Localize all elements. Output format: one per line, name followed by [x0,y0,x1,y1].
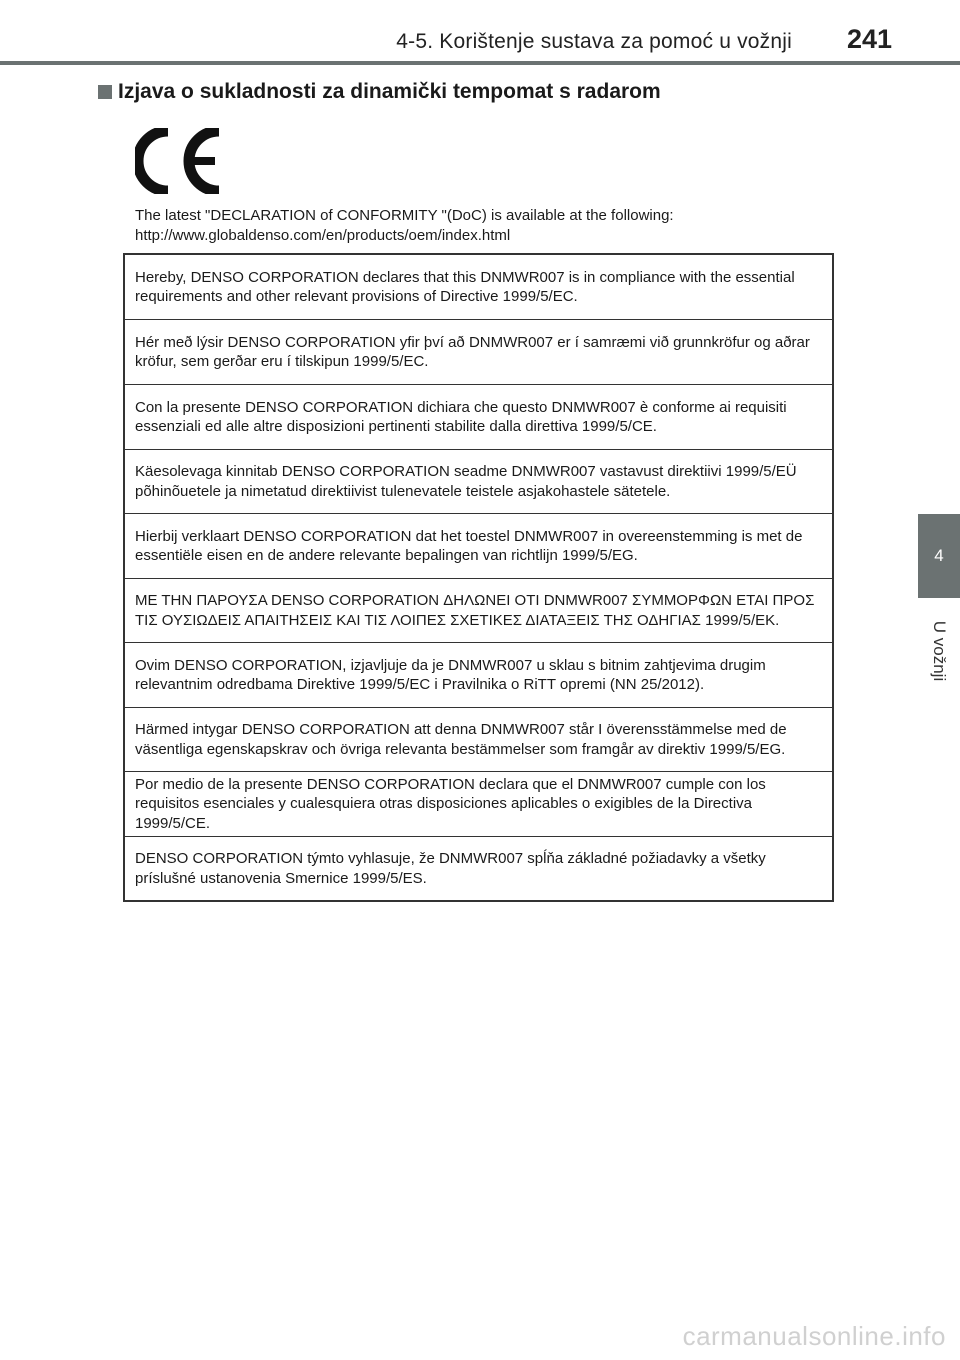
declaration-row-et [125,449,832,513]
page-header [0,0,960,62]
declaration-text: Ovim DENSO CORPORATION, izjavljuje da je DNMWR007 u sklau s bitnim zahtjevima drugim relevantnim odredbama Direktive 1999/5/EC i Pravilnika o RiTT opremi (NN 25/2012). [135,656,766,693]
page-number: 241 [846,24,892,54]
declaration-url: http://www.globaldenso.com/en/products/oem/index.html [135,227,511,244]
header-rule [0,61,960,65]
declaration-row-es [125,771,832,836]
header-title: 4-5. Korištenje sustava za pomoć u vožnji [396,30,792,53]
declaration-row-el [125,578,832,642]
chapter-label-text: U vožnji [930,620,949,682]
declaration-row-hr [125,642,832,707]
heading-square-icon [98,85,112,99]
declaration-text: ΜΕ ΤΗΝ ΠΑΡΟΥΣΑ DENSO CORPORATION ΔΗΛΩΝΕΙ ΟΤΙ DNMWR007 ΣΥΜΜΟΡΦΩΝ ΕΤΑΙ ΠΡΟΣ ΤΙΣ ΟΥΣΙΩΔΕΙΣ ΑΠΑΙΤΗΣΕΙΣ ΚΑΙ ΤΙΣ ΛΟΙΠΕΣ ΣΧΕΤΙΚΕΣ ΔΙΑΤΑΞΕΙΣ ΤΗΣ ΟΔΗΓΙΑΣ 1999/5/ΕΚ. [135,592,815,629]
declaration-row-nl [125,513,832,578]
declaration-row-en [125,255,832,319]
section-heading-text: Izjava o sukladnosti za dinamički tempomat s radarom [118,80,661,103]
declaration-row-is [125,319,832,384]
declaration-row-sk [125,836,832,900]
declaration-text: Käesolevaga kinnitab DENSO CORPORATION seadme DNMWR007 vastavust direktiivi 1999/5/EÜ põhinõuetele ja nimetatud direktiivist tulenevatele teistele asjakohastele sätetele. [135,463,797,500]
declaration-intro [135,206,835,246]
chapter-label [920,606,958,696]
declaration-row-sv [125,707,832,771]
declaration-text: Hierbij verklaart DENSO CORPORATION dat het toestel DNMWR007 in overeenstemming is met de essentiële eisen en de andere relevante bepalingen van richtlijn 1999/5/EG. [135,527,803,564]
declaration-text: DENSO CORPORATION týmto vyhlasuje, že DNMWR007 spĺňa základné požiadavky a všetky príslušné ustanovenia Smernice 1999/5/ES. [135,850,766,887]
declaration-text: Con la presente DENSO CORPORATION dichiara che questo DNMWR007 è conforme ai requisiti essenziali ed alle altre disposizioni pertinenti stabilite dalla direttiva 1999/5/CE. [135,398,787,435]
chapter-number: 4 [934,546,944,565]
ce-mark-logo [135,128,225,194]
declaration-text: Hér með lýsir DENSO CORPORATION yfir því að DNMWR007 er í samræmi við grunnkröfur og aðrar kröfur, sem gerðar eru í tilskipun 1999/5/EC. [135,333,810,370]
declaration-text: Hereby, DENSO CORPORATION declares that this DNMWR007 is in compliance with the essential requirements and other relevant provisions of Directive 1999/5/EC. [135,268,795,305]
watermark: carmanualsonline.info [682,1321,946,1351]
chapter-tab [918,514,960,598]
declaration-row-it [125,384,832,449]
declaration-text: Härmed intygar DENSO CORPORATION att denna DNMWR007 står I överensstämmelse med de väsentliga egenskapskrav och övriga relevanta bestämmelser som framgår av direktiv 1999/5/EG. [135,721,787,758]
section-heading [98,80,661,104]
declaration-text: Por medio de la presente DENSO CORPORATION declara que el DNMWR007 cumple con los requisitos esenciales y cualesquiera otras disposiciones aplicables o exigibles de la Directiva 1999/5/CE. [135,775,766,832]
declaration-intro-text: The latest "DECLARATION of CONFORMITY "(DoC) is available at the following: [135,207,674,224]
declarations-table [123,253,834,902]
